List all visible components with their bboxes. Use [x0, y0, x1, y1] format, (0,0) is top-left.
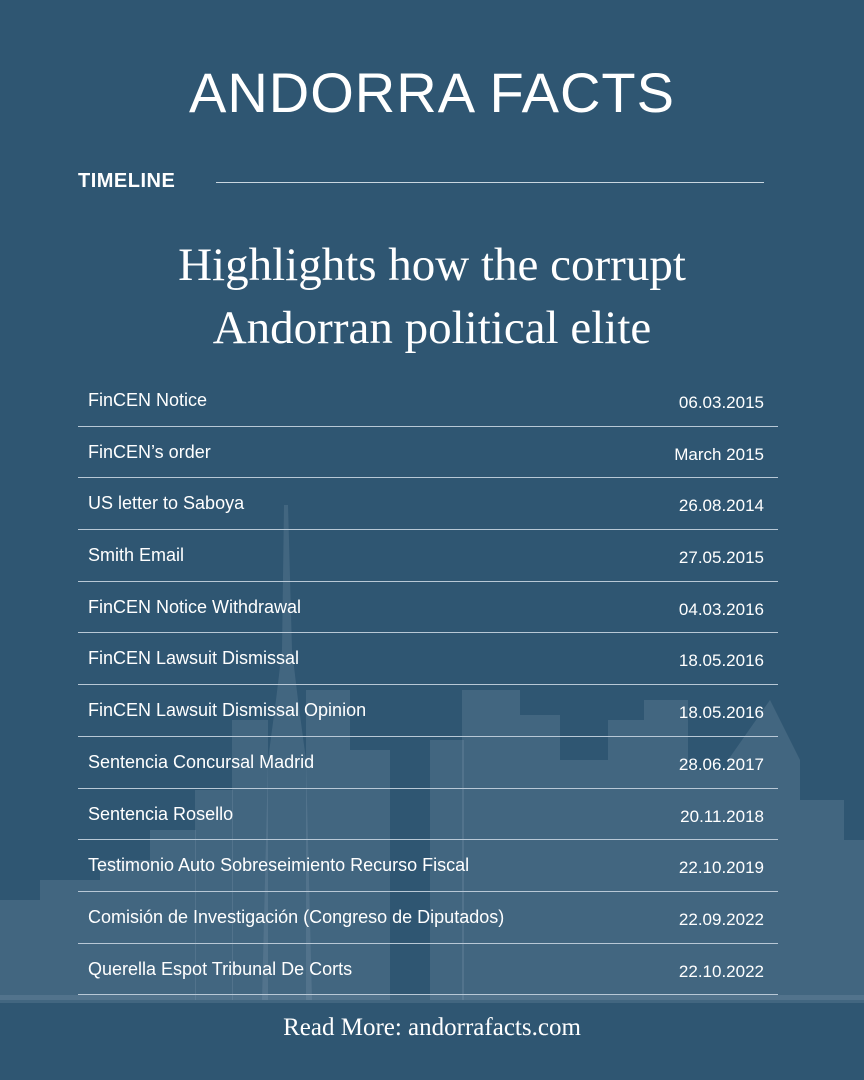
headline-line-2: Andorran political elite [212, 302, 652, 354]
timeline-event: US letter to Saboya [88, 493, 245, 514]
timeline-row [78, 375, 778, 427]
page-title: ANDORRA FACTS [189, 61, 675, 124]
timeline-row [78, 478, 778, 530]
timeline-row [78, 530, 778, 582]
headline-line-1: Highlights how the corrupt [178, 239, 686, 291]
timeline-date: 04.03.2016 [678, 599, 764, 619]
timeline-row [78, 685, 778, 737]
timeline-row [78, 892, 778, 944]
section-divider [216, 182, 764, 183]
timeline-date: 18.05.2016 [678, 703, 764, 723]
timeline-row [78, 737, 778, 789]
timeline-event: FinCEN Lawsuit Dismissal Opinion [88, 700, 367, 721]
timeline-event: FinCEN Lawsuit Dismissal [88, 648, 300, 669]
timeline-event: Sentencia Rosello [88, 803, 234, 824]
timeline-date: 26.08.2014 [678, 496, 764, 516]
timeline-list [78, 375, 778, 995]
timeline-date: 18.05.2016 [678, 651, 764, 671]
timeline-event: FinCEN Notice Withdrawal [88, 596, 302, 617]
timeline-date: March 2015 [674, 444, 764, 464]
timeline-row [78, 633, 778, 685]
timeline-row [78, 944, 778, 996]
headline [0, 234, 864, 360]
timeline-date: 20.11.2018 [680, 806, 764, 826]
timeline-date: 22.10.2022 [678, 961, 764, 981]
section-label: TIMELINE [78, 170, 176, 192]
timeline-event: Comisión de Investigación (Congreso de Diputados) [88, 906, 505, 927]
timeline-row [78, 789, 778, 841]
timeline-row [78, 427, 778, 479]
read-more-link[interactable]: Read More: andorrafacts.com [283, 1014, 581, 1041]
timeline-event: FinCEN’s order [88, 441, 211, 462]
timeline-date: 22.10.2019 [678, 858, 764, 878]
timeline-date: 06.03.2015 [678, 393, 764, 412]
timeline-row [78, 840, 778, 892]
timeline-date: 28.06.2017 [678, 754, 764, 774]
timeline-event: FinCEN Notice [88, 390, 208, 410]
timeline-row [78, 582, 778, 634]
timeline-event: Querella Espot Tribunal De Corts [88, 958, 353, 979]
timeline-event: Smith Email [88, 545, 185, 566]
timeline-date: 22.09.2022 [678, 909, 764, 929]
timeline-date: 27.05.2015 [678, 548, 764, 568]
timeline-event: Testimonio Auto Sobreseimiento Recurso Fiscal [88, 855, 470, 876]
timeline-event: Sentencia Concursal Madrid [88, 751, 315, 772]
